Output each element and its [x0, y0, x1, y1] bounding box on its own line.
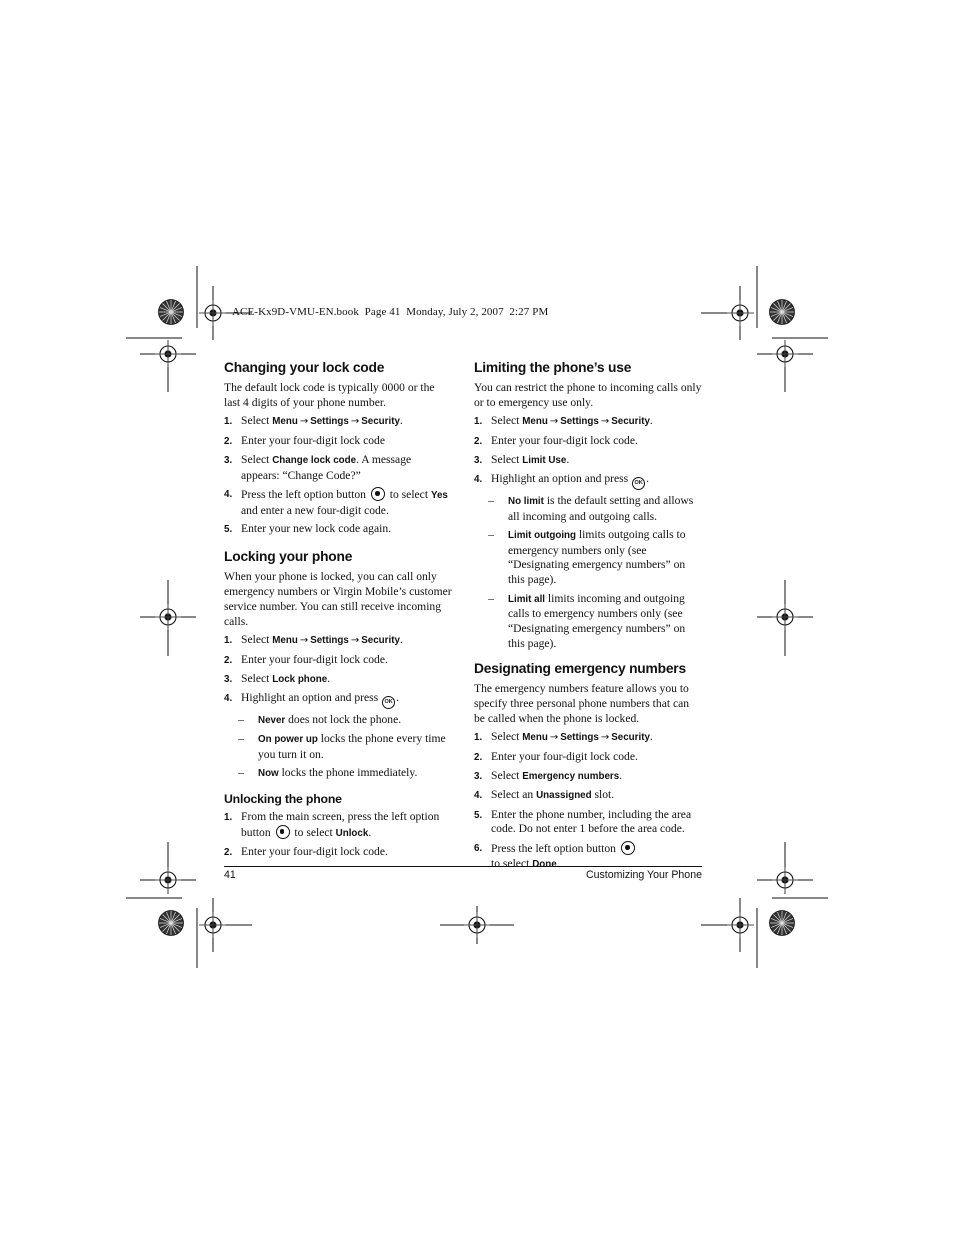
step-item — [224, 453, 452, 484]
option-item — [474, 528, 702, 588]
settings-key: Settings — [310, 635, 349, 647]
on-power-up-key: On power up — [258, 734, 318, 746]
step-number: 2. — [474, 435, 483, 447]
step-item — [474, 769, 702, 785]
step-number: 2. — [224, 654, 233, 666]
step-item — [224, 691, 452, 709]
step-text: Select an Unassigned slot. — [491, 788, 615, 802]
step-number: 3. — [224, 674, 233, 686]
step-item — [474, 750, 702, 766]
left-option-button-icon — [371, 487, 385, 501]
section-title-footer: Customizing Your Phone — [585, 869, 702, 881]
step-text: Select Menu → Settings → Security. — [491, 414, 653, 428]
step-number: 2. — [474, 751, 483, 763]
page-footer — [224, 866, 702, 881]
step-text: Enter your new lock code again. — [241, 522, 392, 536]
security-key: Security — [361, 416, 400, 428]
emergency-numbers-key: Emergency numbers — [522, 771, 620, 783]
step-item — [224, 434, 452, 450]
menu-key: Menu — [522, 732, 548, 744]
security-key: Security — [611, 416, 650, 428]
dash-bullet: – — [238, 712, 244, 726]
step-number: 2. — [224, 847, 233, 859]
never-key: Never — [258, 714, 286, 726]
step-item — [224, 487, 452, 519]
option-item — [224, 732, 452, 763]
step-text: Press the left option button to select Yes and enter a new four-digit code. — [241, 488, 448, 517]
book-slug-line: ACE-Kx9D-VMU-EN.book Page 41 Monday, July 2, 2007 2:27 PM — [232, 306, 549, 318]
step-text: Enter your four-digit lock code. — [241, 845, 388, 859]
step-item — [474, 453, 702, 469]
option-item — [224, 713, 452, 729]
limit-outgoing-key: Limit outgoing — [508, 529, 577, 541]
step-text: Select Menu → Settings → Security. — [241, 414, 403, 428]
right-column — [474, 361, 702, 876]
step-item — [224, 672, 452, 688]
ok-key-icon: OK — [632, 477, 645, 490]
heading-limiting-use: Limiting the phone’s use — [474, 360, 632, 375]
step-text: Select Menu → Settings → Security. — [491, 730, 653, 744]
step-text: Select Limit Use. — [491, 452, 570, 466]
arrow-icon: → — [350, 416, 360, 428]
ok-key-icon: OK — [382, 696, 395, 709]
option-text: No limit is the default setting and allows all incoming and outgoing calls. — [508, 493, 694, 523]
arrow-icon: → — [350, 635, 360, 647]
limit-all-key: Limit all — [508, 593, 546, 605]
step-item — [474, 788, 702, 804]
step-text: Press the left option button to select Done. — [491, 841, 702, 873]
heading-locking-phone: Locking your phone — [224, 549, 353, 565]
settings-key: Settings — [310, 416, 349, 428]
left-option-button-icon — [621, 841, 635, 855]
step-text: Highlight an option and press OK . — [491, 472, 702, 490]
step-number: 1. — [224, 812, 233, 824]
step-text: Highlight an option and press OK . — [241, 691, 452, 709]
step-number: 6. — [474, 842, 483, 854]
option-item — [474, 494, 702, 525]
step-number: 4. — [224, 693, 233, 705]
intro-changing-lock-code: The default lock code is typically 0000 or the last 4 digits of your phone number. — [224, 380, 435, 409]
heading-emergency-numbers: Designating emergency numbers — [474, 661, 686, 677]
step-item — [224, 845, 452, 861]
settings-key: Settings — [560, 732, 599, 744]
dash-bullet: – — [488, 493, 494, 507]
menu-key: Menu — [522, 416, 548, 428]
step-item — [224, 633, 452, 649]
intro-limiting-use: You can restrict the phone to incoming calls only or to emergency use only. — [474, 380, 702, 409]
menu-key: Menu — [272, 635, 298, 647]
options-limiting-use — [474, 494, 702, 652]
steps-emergency-numbers — [474, 730, 702, 872]
step-number: 4. — [224, 489, 233, 501]
arrow-icon: → — [299, 416, 309, 428]
step-item — [224, 653, 452, 669]
settings-key: Settings — [560, 416, 599, 428]
step-number: 4. — [474, 474, 483, 486]
step-number: 4. — [474, 790, 483, 802]
step-item — [474, 730, 702, 746]
step-number: 1. — [224, 416, 233, 428]
step-number: 3. — [224, 454, 233, 466]
step-number: 5. — [224, 524, 233, 536]
option-text: Limit outgoing limits outgoing calls to emergency numbers only (see “Designating emergency numbers” on this page). — [508, 527, 686, 587]
steps-changing-lock-code — [224, 414, 452, 538]
step-text: Enter your four-digit lock code. — [241, 652, 388, 666]
step-text: Select Change lock code. A message appears: “Change Code?” — [241, 452, 412, 482]
dash-bullet: – — [238, 766, 244, 780]
step-text: Enter your four-digit lock code — [241, 433, 385, 447]
step-item — [474, 472, 702, 490]
step-item — [224, 414, 452, 430]
dash-bullet: – — [488, 591, 494, 605]
step-number: 1. — [474, 732, 483, 744]
security-key: Security — [611, 732, 650, 744]
unassigned-key: Unassigned — [536, 790, 592, 802]
dash-bullet: – — [238, 732, 244, 746]
arrow-icon: → — [549, 732, 559, 744]
left-option-button-icon — [276, 825, 290, 839]
step-text: Select Lock phone. — [241, 672, 331, 686]
step-item — [474, 414, 702, 430]
limit-use-key: Limit Use — [522, 454, 567, 466]
intro-locking-phone: When your phone is locked, you can call only emergency numbers or Virgin Mobile’s customer service number. You can still receive incoming calls. — [224, 570, 452, 628]
option-item — [224, 766, 452, 782]
step-text: Enter the phone number, including the area code. Do not enter 1 before the area code. — [491, 807, 692, 836]
heading-changing-lock-code: Changing your lock code — [224, 360, 385, 375]
steps-locking-phone — [224, 633, 452, 709]
option-text: On power up locks the phone every time you turn it on. — [258, 732, 446, 761]
no-limit-key: No limit — [508, 495, 544, 507]
arrow-icon: → — [299, 635, 309, 647]
step-text: Enter your four-digit lock code. — [491, 433, 638, 447]
step-text: From the main screen, press the left option button to select Unlock. — [241, 810, 440, 840]
done-key: Done — [532, 858, 557, 870]
arrow-icon: → — [549, 416, 559, 428]
option-text: Limit all limits incoming and outgoing calls to emergency numbers only (see “Designating emergency numbers” on this page). — [508, 591, 686, 650]
step-number: 2. — [224, 435, 233, 447]
dash-bullet: – — [488, 527, 494, 541]
step-item — [224, 810, 452, 842]
step-number: 1. — [224, 635, 233, 647]
unlock-key: Unlock — [335, 828, 369, 840]
step-number: 3. — [474, 454, 483, 466]
now-key: Now — [258, 768, 279, 780]
menu-key: Menu — [272, 416, 298, 428]
arrow-icon: → — [600, 732, 610, 744]
arrow-icon: → — [600, 416, 610, 428]
step-item — [474, 808, 702, 838]
option-text: Never does not lock the phone. — [258, 712, 402, 726]
yes-key: Yes — [430, 490, 448, 502]
security-key: Security — [361, 635, 400, 647]
left-column — [224, 361, 452, 865]
step-item — [224, 522, 452, 538]
step-text: Select Emergency numbers. — [491, 769, 623, 783]
page-number: 41 — [224, 869, 236, 881]
option-text: Now locks the phone immediately. — [258, 766, 418, 780]
step-item — [474, 434, 702, 450]
steps-unlocking-phone — [224, 810, 452, 861]
options-locking-phone — [224, 713, 452, 782]
step-text: Select Menu → Settings → Security. — [241, 633, 403, 647]
option-item — [474, 592, 702, 652]
intro-emergency-numbers: The emergency numbers feature allows you to specify three personal phone numbers that can be called when the phone is locked. — [474, 682, 690, 725]
steps-limiting-use — [474, 414, 702, 490]
step-number: 3. — [474, 771, 483, 783]
step-number: 1. — [474, 416, 483, 428]
change-lock-code-key: Change lock code — [272, 454, 357, 466]
step-number: 5. — [474, 809, 483, 821]
step-text: Enter your four-digit lock code. — [491, 749, 638, 763]
lock-phone-key: Lock phone — [272, 674, 328, 686]
heading-unlocking-phone: Unlocking the phone — [224, 791, 342, 806]
